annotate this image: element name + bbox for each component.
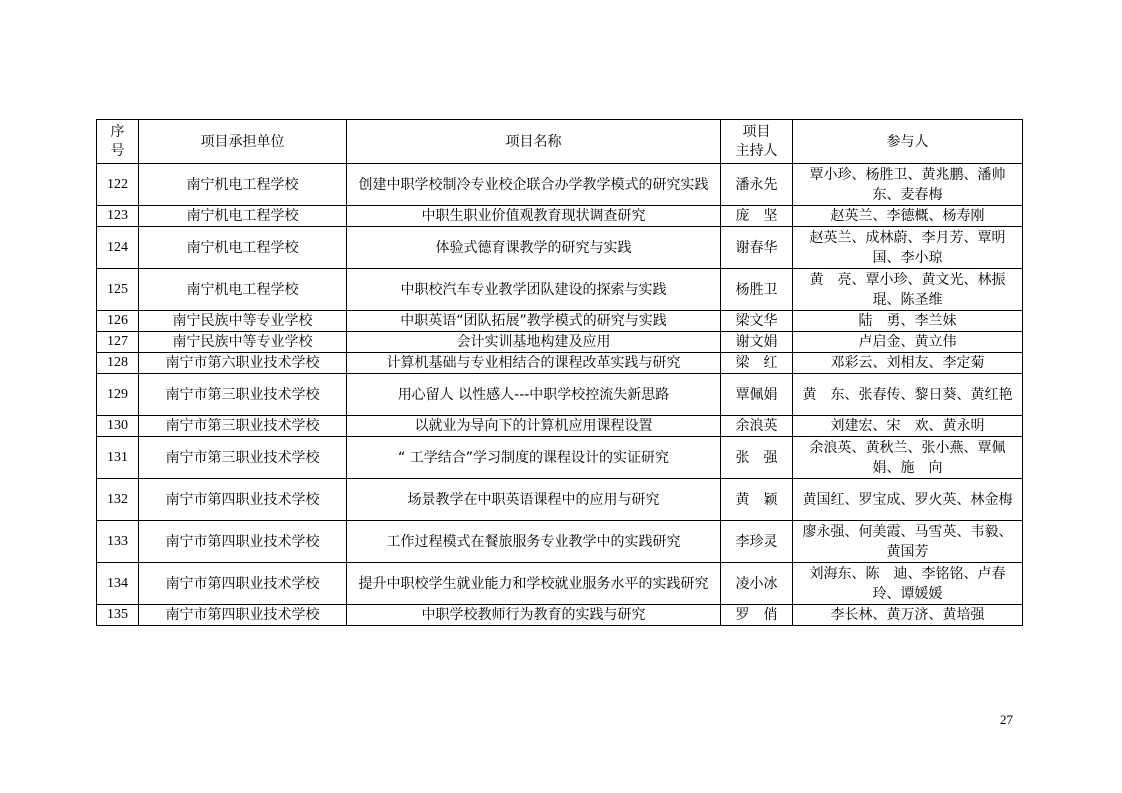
cell-members: 卢启金、黄立伟 [793, 332, 1023, 353]
cell-project-name: “ 工学结合”学习制度的课程设计的实证研究 [347, 437, 721, 479]
table-row [97, 332, 1023, 353]
header-name: 项目名称 [347, 120, 721, 164]
table-row [97, 353, 1023, 374]
cell-members: 黄 亮、覃小珍、黄文光、林振琨、陈圣维 [793, 269, 1023, 311]
cell-host: 李珍灵 [721, 521, 793, 563]
cell-host: 谢文娟 [721, 332, 793, 353]
table-row [97, 227, 1023, 269]
table-row [97, 269, 1023, 311]
cell-members: 黄 东、张春传、黎日葵、黄红艳 [793, 374, 1023, 416]
cell-members: 邓彩云、刘相友、李定菊 [793, 353, 1023, 374]
table-row [97, 605, 1023, 626]
cell-members: 陆 勇、李兰妹 [793, 311, 1023, 332]
cell-no: 130 [97, 416, 139, 437]
cell-unit: 南宁市第六职业技术学校 [139, 353, 347, 374]
cell-members: 黄国红、罗宝成、罗火英、林金梅 [793, 479, 1023, 521]
cell-host: 张 强 [721, 437, 793, 479]
cell-host: 潘永先 [721, 164, 793, 206]
cell-project-name: 中职学校教师行为教育的实践与研究 [347, 605, 721, 626]
header-no: 序 号 [97, 120, 139, 164]
cell-host: 凌小冰 [721, 563, 793, 605]
cell-no: 123 [97, 206, 139, 227]
cell-host: 杨胜卫 [721, 269, 793, 311]
cell-unit: 南宁机电工程学校 [139, 227, 347, 269]
table-body [97, 164, 1023, 626]
cell-project-name: 会计实训基地构建及应用 [347, 332, 721, 353]
cell-project-name: 中职生职业价值观教育现状调查研究 [347, 206, 721, 227]
cell-members: 刘建宏、宋 欢、黄永明 [793, 416, 1023, 437]
cell-project-name: 工作过程模式在餐旅服务专业教学中的实践研究 [347, 521, 721, 563]
cell-no: 122 [97, 164, 139, 206]
table-row [97, 563, 1023, 605]
cell-no: 124 [97, 227, 139, 269]
cell-host: 黄 颖 [721, 479, 793, 521]
cell-project-name: 提升中职校学生就业能力和学校就业服务水平的实践研究 [347, 563, 721, 605]
table-row [97, 374, 1023, 416]
cell-members: 廖永强、何美霞、马雪英、韦毅、黄国芳 [793, 521, 1023, 563]
cell-members: 覃小珍、杨胜卫、黄兆鹏、潘帅东、麦春梅 [793, 164, 1023, 206]
cell-members: 赵英兰、李德概、杨寿刚 [793, 206, 1023, 227]
cell-no: 131 [97, 437, 139, 479]
cell-no: 134 [97, 563, 139, 605]
table-row [97, 437, 1023, 479]
cell-members: 刘海东、陈 迪、李铭铭、卢春玲、谭媛媛 [793, 563, 1023, 605]
page-number: 27 [1000, 712, 1013, 727]
cell-unit: 南宁市第四职业技术学校 [139, 521, 347, 563]
cell-host: 梁文华 [721, 311, 793, 332]
cell-members: 赵英兰、成林蔚、李月芳、覃明国、李小琼 [793, 227, 1023, 269]
cell-no: 127 [97, 332, 139, 353]
cell-project-name: 用心留人 以性感人---中职学校控流失新思路 [347, 374, 721, 416]
cell-unit: 南宁市第三职业技术学校 [139, 437, 347, 479]
cell-host: 庞 坚 [721, 206, 793, 227]
cell-unit: 南宁市第四职业技术学校 [139, 479, 347, 521]
cell-unit: 南宁机电工程学校 [139, 269, 347, 311]
project-table [96, 119, 1023, 626]
cell-no: 128 [97, 353, 139, 374]
cell-no: 129 [97, 374, 139, 416]
cell-unit: 南宁市第三职业技术学校 [139, 416, 347, 437]
cell-host: 余浪英 [721, 416, 793, 437]
cell-no: 125 [97, 269, 139, 311]
cell-unit: 南宁机电工程学校 [139, 164, 347, 206]
table-row [97, 416, 1023, 437]
cell-project-name: 以就业为导向下的计算机应用课程设置 [347, 416, 721, 437]
cell-unit: 南宁民族中等专业学校 [139, 311, 347, 332]
header-unit: 项目承担单位 [139, 120, 347, 164]
cell-members: 余浪英、黄秋兰、张小燕、覃佩娟、施 向 [793, 437, 1023, 479]
table-row [97, 311, 1023, 332]
cell-no: 133 [97, 521, 139, 563]
cell-project-name: 场景教学在中职英语课程中的应用与研究 [347, 479, 721, 521]
cell-project-name: 中职校汽车专业教学团队建设的探索与实践 [347, 269, 721, 311]
cell-project-name: 计算机基础与专业相结合的课程改革实践与研究 [347, 353, 721, 374]
cell-unit: 南宁机电工程学校 [139, 206, 347, 227]
cell-no: 135 [97, 605, 139, 626]
cell-project-name: 创建中职学校制冷专业校企联合办学教学模式的研究实践 [347, 164, 721, 206]
cell-host: 梁 红 [721, 353, 793, 374]
cell-host: 谢春华 [721, 227, 793, 269]
cell-no: 132 [97, 479, 139, 521]
cell-project-name: 中职英语“团队拓展”教学模式的研究与实践 [347, 311, 721, 332]
table-header [97, 120, 1023, 164]
cell-unit: 南宁市第四职业技术学校 [139, 605, 347, 626]
cell-project-name: 体验式德育课教学的研究与实践 [347, 227, 721, 269]
table-row [97, 206, 1023, 227]
cell-host: 覃佩娟 [721, 374, 793, 416]
table-row [97, 164, 1023, 206]
cell-host: 罗 俏 [721, 605, 793, 626]
cell-members: 李长林、黄万济、黄培强 [793, 605, 1023, 626]
table-row [97, 479, 1023, 521]
cell-unit: 南宁市第四职业技术学校 [139, 563, 347, 605]
header-members: 参与人 [793, 120, 1023, 164]
cell-unit: 南宁民族中等专业学校 [139, 332, 347, 353]
table-row [97, 521, 1023, 563]
cell-no: 126 [97, 311, 139, 332]
cell-unit: 南宁市第三职业技术学校 [139, 374, 347, 416]
header-host: 项目 主持人 [721, 120, 793, 164]
